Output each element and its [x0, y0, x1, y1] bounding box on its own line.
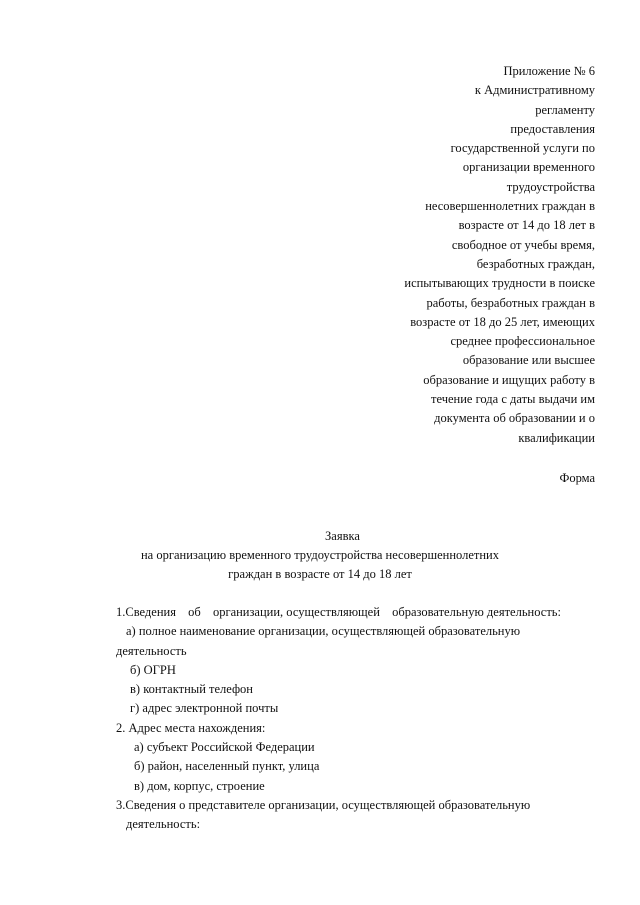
- annex-line: безработных граждан,: [476, 256, 595, 271]
- form-label: Форма: [559, 471, 595, 485]
- section-3-heading-cont: деятельность:: [126, 817, 201, 832]
- annex-line: возрасте от 18 до 25 лет, имеющих: [410, 314, 595, 329]
- title-line: на организацию временного трудоустройства несовершеннолетних: [140, 548, 500, 562]
- title-line: граждан в возрасте от 14 до 18 лет: [228, 567, 412, 581]
- annex-line: квалификации: [518, 430, 595, 445]
- annex-line: возрасте от 14 до 18 лет в: [458, 218, 595, 233]
- field-email: г) адрес электронной почты: [130, 701, 279, 716]
- section-1-word: образовательную деятельность:: [392, 605, 561, 619]
- annex-line: работы, безработных граждан в: [426, 295, 595, 310]
- annex-line: предоставления: [510, 121, 595, 136]
- annex-line: к Административному: [474, 83, 595, 98]
- annex-line: несовершеннолетних граждан в: [425, 199, 595, 214]
- field-ogrn: б) ОГРН: [130, 662, 176, 677]
- annex-line: организации временного: [462, 160, 595, 175]
- field-subject: а) субъект Российской Федерации: [134, 740, 315, 755]
- annex-line: Приложение № 6: [503, 64, 595, 78]
- annex-line: государственной услуги по: [450, 141, 595, 156]
- annex-line: документа об образовании и о: [434, 411, 595, 426]
- annex-line: образование или высшее: [462, 353, 595, 368]
- annex-line: регламенту: [535, 102, 595, 117]
- field-district: б) район, населенный пункт, улица: [134, 759, 320, 774]
- section-1-heading: [116, 603, 561, 622]
- document-title: [0, 527, 640, 584]
- field-building: в) дом, корпус, строение: [134, 778, 265, 793]
- annex-line: течение года с даты выдачи им: [431, 392, 595, 407]
- annex-line: образование и ищущих работу в: [423, 372, 595, 387]
- field-org-name: а) полное наименование организации, осуществляющей образовательную: [126, 624, 521, 639]
- annex-line: свободное от учебы время,: [451, 237, 595, 252]
- section-1-word: 1.Сведения: [116, 605, 176, 619]
- form-body: [116, 603, 596, 835]
- title-heading: Заявка: [325, 529, 360, 543]
- section-1-word: организации, осуществляющей: [212, 605, 380, 619]
- annex-line: испытывающих трудности в поиске: [404, 276, 595, 291]
- section-3-heading: 3.Сведения о представителе организации, осуществляющей образовательную: [116, 797, 531, 812]
- section-1-word: об: [188, 605, 201, 619]
- annex-line: трудоустройства: [506, 179, 595, 194]
- annex-line: среднее профессиональное: [450, 334, 595, 349]
- annex-header: [335, 62, 595, 448]
- section-2-heading: 2. Адрес места нахождения:: [116, 720, 266, 735]
- field-org-name-cont: деятельность: [116, 643, 187, 658]
- field-phone: в) контактный телефон: [130, 682, 253, 697]
